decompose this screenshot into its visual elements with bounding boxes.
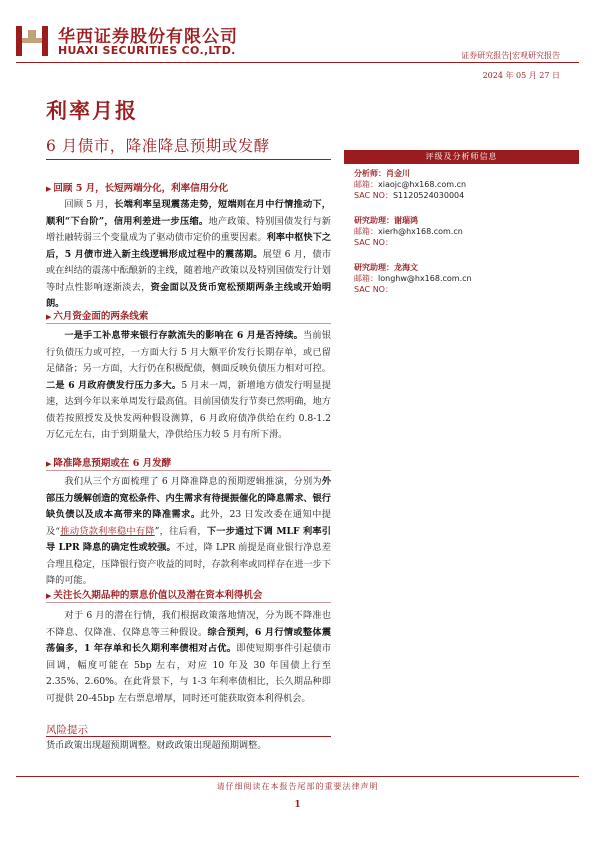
section-paragraph — [46, 608, 331, 707]
analyst-block — [354, 262, 472, 295]
text-run: 当前银行负债压力或可控，一方面大行 5 月大额平价发行长期存单，或已留足储备；另一方面，大行仍在积极配债，侧面反映负债压力相对可控。 — [46, 330, 332, 374]
analyst-panel-header: 评级及分析师信息 — [344, 150, 579, 164]
section-heading — [46, 587, 331, 603]
text-run: 即使短期事件引起债市回调，幅度可能在 5bp 左右，对应 10 年及 30 年国债上行至 2.35%、2.60%。在此背景下，与 1-3 年利率债相比，长久期品种即可提供 20-45bp 左右票息增厚，同时还可能获取资本利得机会。 — [46, 643, 332, 704]
bold-text-run: 综合预判，6 月行情或整体震荡偏多，1 年存单和长久期利率债相对占优。 — [46, 626, 332, 654]
section-heading-text: 回顾 5 月，长短两端分化，利率信用分化 — [53, 183, 229, 194]
analyst-email[interactable]: xierh@hx168.com.cn — [378, 227, 463, 236]
title-divider — [46, 159, 331, 160]
text-run: ”，往后看， — [154, 525, 207, 537]
sac-label: SAC NO： — [354, 285, 393, 294]
text-run: 5 月末一周，新增地方债发行明显提速，达到今年以来单周发行最高值。目前国债发行节奏已然明确，地方债若按照授发及快发两种假设测算，6 月政府债净供给在约 0.8-1.2 万亿元左右，由于到期量大，净供给压力较 5 月有所下滑。 — [46, 379, 331, 440]
section-paragraph — [46, 197, 331, 313]
header-divider — [16, 62, 579, 63]
triangle-bullet-icon: ▶ — [46, 591, 52, 600]
text-run: 展望 6 月，债市或在纠结的震荡中酝酿新的主线，随着地产政策以及特别国债发行计划等时点性影响逐渐淡去， — [46, 248, 332, 293]
risk-title: 风险提示 — [46, 724, 88, 736]
analyst-name: 分析师：肖金川 — [354, 169, 410, 178]
text-run: 地产政策、特别国债发行与新增社融转弱三个变量成为了驱动债市定价的重要因素。 — [46, 215, 331, 243]
risk-text: 货币政策出现超预期调整。财政政策出现超预期调整。 — [46, 740, 267, 751]
text-run: 此外，23 日发改委在通知中提及“ — [46, 509, 331, 537]
section-heading-text: 关注长久期品种的票息价值以及潜在资本利得机会 — [53, 590, 263, 601]
analyst-name: 研究助理：谢瑞鸿 — [354, 216, 418, 225]
analyst-sac-row — [354, 190, 466, 201]
sac-label: SAC NO： — [354, 238, 393, 247]
text-run: 我们从三个方面梳理了 6 月降准降息的预期逻辑推演，分别为 — [64, 476, 322, 487]
section-heading — [46, 455, 331, 471]
bold-text-run: 资金面以及货币宽松预期两条主线或开始明朗。 — [46, 281, 332, 309]
sac-label: SAC NO： — [354, 191, 393, 200]
section-heading-text: 六月资金面的两条线索 — [53, 311, 149, 322]
bold-text-run: 二是 6 月政府债发行压力多大。 — [46, 379, 182, 391]
section-paragraph — [46, 328, 331, 444]
analyst-email[interactable]: longhw@hx168.com.cn — [378, 274, 472, 283]
section-paragraph — [46, 474, 331, 590]
legal-notice: 请仔细阅读在本报告尾部的重要法律声明 — [216, 782, 379, 791]
company-name-cn: 华西证券股份有限公司 — [58, 27, 238, 47]
triangle-bullet-icon: ▶ — [46, 312, 52, 321]
triangle-bullet-icon: ▶ — [46, 184, 52, 193]
analyst-email-row — [354, 226, 463, 237]
report-subtitle: 6 月债市，降准降息预期或发酵 — [46, 137, 270, 155]
section-heading-text: 降准降息预期或在 6 月发酵 — [53, 458, 172, 469]
report-title: 利率月报 — [46, 98, 138, 123]
section-heading — [46, 180, 228, 194]
page-number: 1 — [294, 800, 301, 810]
report-date: 2024 年 05 月 27 日 — [482, 71, 560, 80]
analyst-sac-row — [354, 284, 472, 295]
text-run: 回顾 5 月， — [64, 199, 115, 210]
text-run: 对于 6 月的潜在行情，我们根据政策落地情况，分为既不降准也不降息、仅降准、仅降息等三种假设。 — [46, 610, 331, 638]
bold-text-run: 长端利率呈现震荡走势，短端则在月中行情推动下，顺利“下台阶”，信用利差进一步压缩。 — [46, 199, 331, 227]
email-label: 邮箱： — [354, 227, 378, 236]
analyst-block — [354, 215, 463, 248]
triangle-bullet-icon: ▶ — [46, 459, 52, 468]
analyst-block — [354, 168, 466, 201]
company-name-en: HUAXI SECURITIES CO.,LTD. — [58, 44, 236, 57]
text-run: 不过，降 LPR 前提是商业银行净息差合理且稳定，压降银行资产收益的同时，存款利率或同样存在进一步下降的可能。 — [46, 542, 331, 586]
bold-text-run: 下一步通过下调 MLF 利率引导 LPR 降息的确定性或较强。 — [46, 525, 331, 553]
analyst-email-row — [354, 179, 466, 190]
company-logo-icon — [16, 24, 50, 58]
analyst-sac-row — [354, 237, 463, 248]
risk-divider — [46, 736, 331, 737]
highlighted-phrase: 推动贷款利率稳中有降 — [60, 525, 155, 537]
bold-text-run: 一是手工补息带来银行存款流失的影响在 6 月是否持续。 — [64, 330, 304, 341]
analyst-sac: S1120524030004 — [392, 191, 465, 200]
email-label: 邮箱： — [354, 274, 378, 283]
analyst-email[interactable]: xiaojc@hx168.com.cn — [378, 180, 467, 189]
bold-text-run: 外部压力缓解创造的宽松条件、内生需求有待提振催化的降息需求、银行缺负债以及成本高带来的降准需求。 — [46, 476, 331, 520]
analyst-email-row — [354, 273, 472, 284]
analyst-name: 研究助理：龙海文 — [354, 263, 418, 272]
footer-divider — [16, 776, 579, 777]
report-type: 证券研究报告|宏观研究报告 — [461, 51, 560, 60]
section-heading — [46, 308, 331, 324]
bold-text-run: 利率中枢快下之后，5 月债市进入新主线逻辑形成过程中的震荡期。 — [46, 232, 332, 260]
email-label: 邮箱： — [354, 180, 378, 189]
